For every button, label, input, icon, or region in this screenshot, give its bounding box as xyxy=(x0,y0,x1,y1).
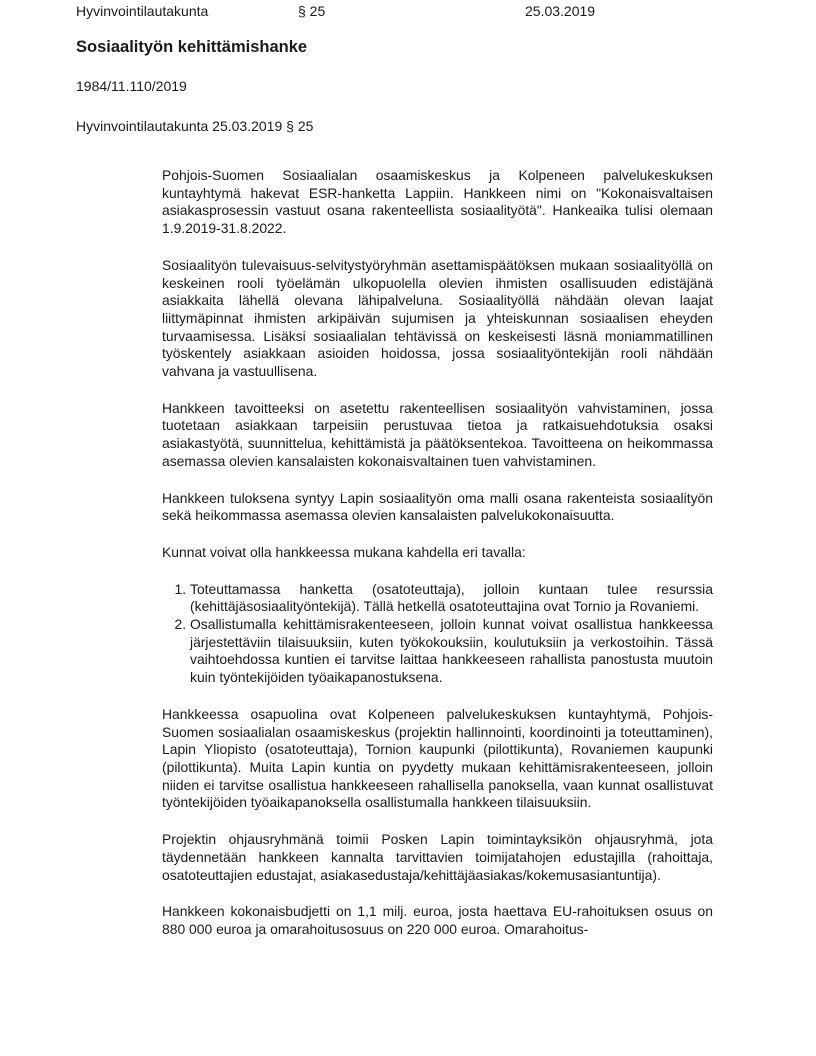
page-header-row xyxy=(76,3,776,20)
case-number: 1984/11.110/2019 xyxy=(76,78,187,94)
paragraph: Hankkeen tuloksena syntyy Lapin sosiaalityön oma malli osana rakenteista sosiaalityön sekä heikommassa asemassa olevien kansalaisten palvelukokonaisuutta. xyxy=(162,489,713,524)
meeting-date: 25.03.2019 xyxy=(525,3,596,19)
paragraph: Pohjois-Suomen Sosiaalialan osaamiskeskus ja Kolpeneen palvelukeskuksen kuntayhtymä hakevat ESR-hanketta Lappiin. Hankkeen nimi on "Kokonaisvaltaisen asiakasprosessin vastuut osana rakenteellista sosiaalityötä". Hankeaika tulisi olemaan 1.9.2019-31.8.2022. xyxy=(162,167,713,237)
body-text-block xyxy=(162,167,713,958)
document-title: Sosiaalityön kehittämishanke xyxy=(76,38,308,56)
paragraph: Hankkeen tavoitteeksi on asetettu rakenteellisen sosiaalityön vahvistaminen, jossa tuotetaan asiakkaan tarpeisiin perustuvaa tietoa ja ratkaisuehdotuksia osaksi asiakastyötä, suunnittelua, kehittämistä ja päätöksentekoa. Tavoitteena on heikommassa asemassa olevien kansalaisten kokonaisvaltainen tuen vahvistaminen. xyxy=(162,399,713,469)
paragraph-list-intro: Kunnat voivat olla hankkeessa mukana kahdella eri tavalla: xyxy=(162,543,526,560)
section-number: § 25 xyxy=(298,3,326,19)
section-header: Hyvinvointilautakunta 25.03.2019 § 25 xyxy=(76,118,314,134)
committee-name: Hyvinvointilautakunta xyxy=(76,3,209,19)
list-item: 2. Osallistumalla kehittämisrakenteeseen, jolloin kunnat voivat osallistua hankkeessa järjestettäviin tilaisuuksiin, kuten työkokouksiin, koulutuksiin ja verkostoihin. Tässä vaihtoehdossa kuntien ei tarvitse laittaa hankkeeseen rahallista panostusta muutoin kuin työntekijöiden työaikapanostuksena. xyxy=(190,616,713,687)
paragraph: Projektin ohjausryhmänä toimii Posken Lapin toimintayksikön ohjausryhmä, jota täydennetään hankkeen kannalta tarvittavien toimijatahojen edustajilla (rahoittaja, osatoteuttajien edustajat, asiakasedustaja/kehittäjäasiakas/kokemusasiantuntija). xyxy=(162,831,713,883)
paragraph: Sosiaalityön tulevaisuus-selvitystyöryhmän asettamispäätöksen mukaan sosiaalityöllä on keskeinen rooli työelämän ulkopuolella olevien ihmisten osallisuuden edistäjänä asiakkaita lähellä olevana lähipalveluna. Sosiaalityöllä nähdään olevan laajat liittymäpinnat ihmisten arkipäivän sujumisen ja yhteiskunnan sosiaalisen eheyden turvaamisessa. Lisäksi sosiaalialan tehtävissä on keskeisesti läsnä moniammatillinen työskentely asiakkaan asioiden hoidossa, jossa sosiaalityöntekijän rooli nähdään vahvana ja vastuullisena. xyxy=(162,256,713,380)
paragraph-truncated: Hankkeen kokonaisbudjetti on 1,1 milj. euroa, josta haettava EU-rahoituksen osuus on 880 000 euroa ja omarahoitusosuus on 220 000 euroa. Omarahoitus- xyxy=(162,903,713,937)
list-item: 1. Toteuttamassa hanketta (osatoteuttaja), jolloin kuntaan tulee resurssia (kehittäjäsosiaalityöntekijä). Tällä hetkellä osatoteuttajina ovat Tornio ja Rovaniemi. xyxy=(190,581,713,616)
numbered-list xyxy=(162,581,713,687)
paragraph: Hankkeessa osapuolina ovat Kolpeneen palvelukeskuksen kuntayhtymä, Pohjois-Suomen sosiaalialan osaamiskeskus (projektin hallinnointi, koordinointi ja toteuttaminen), Lapin Yliopisto (osatoteuttaja), Tornion kaupunki (pilottikunta), Rovaniemen kaupunki (pilottikunta). Muita Lapin kuntia on pyydetty mukaan kehittämisrakenteeseen, jolloin niiden ei tarvitse osallistua hankkeeseen rahallisella panoksella, vaan kunnat osallistuvat työntekijöiden työaikapanoksella osallistumalla hankkeen tilaisuuksiin. xyxy=(162,705,713,811)
